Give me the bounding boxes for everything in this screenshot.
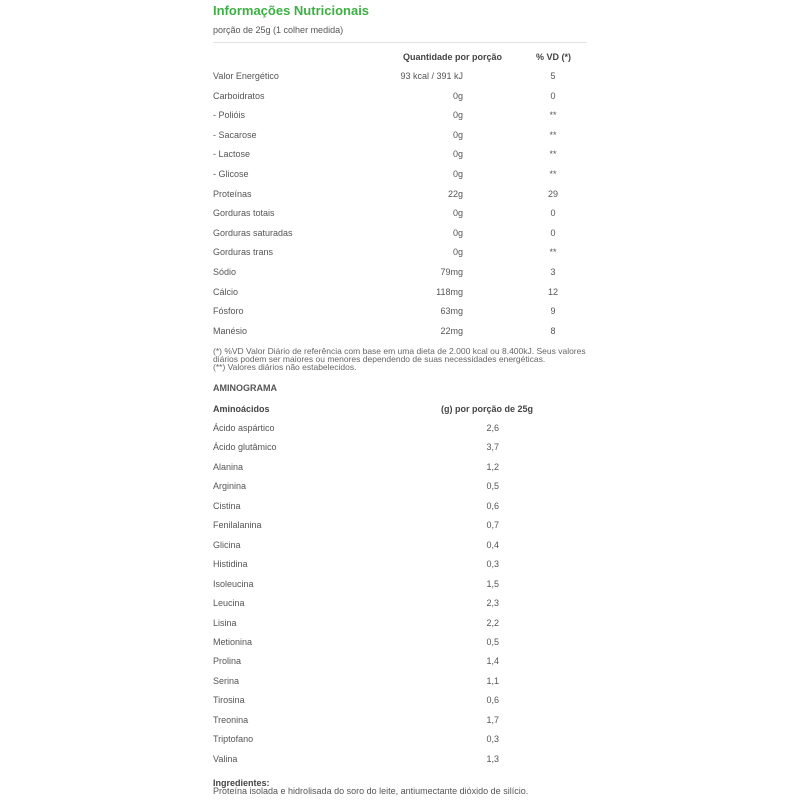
amino-name: Histidina bbox=[213, 559, 248, 570]
nutrient-quantity: 0g bbox=[452, 149, 463, 160]
nutrient-quantity: 0g bbox=[452, 129, 463, 140]
amino-row bbox=[213, 579, 587, 591]
nutrient-name: - Lactose bbox=[213, 149, 251, 160]
amino-value: 1,4 bbox=[486, 656, 499, 667]
amino-row bbox=[213, 442, 587, 454]
nutrition-row bbox=[213, 247, 587, 259]
amino-value: 0,5 bbox=[486, 636, 499, 647]
nutrition-row bbox=[213, 149, 587, 161]
nutrient-quantity: 0g bbox=[452, 208, 463, 219]
nutrient-name: Gorduras saturadas bbox=[213, 227, 293, 238]
amino-row bbox=[213, 481, 587, 493]
amino-row bbox=[213, 540, 587, 552]
nutrition-row bbox=[213, 91, 587, 103]
nutrient-name: Gorduras trans bbox=[213, 247, 274, 258]
amino-value: 0,4 bbox=[486, 539, 499, 550]
amino-value: 0,5 bbox=[486, 481, 499, 492]
nutrient-vd: 3 bbox=[550, 267, 556, 277]
ingredients-text: Proteína isolada e hidrolisada do soro do leite, antiumectante dióxido de silício. bbox=[213, 786, 529, 796]
amino-value: 2,6 bbox=[486, 423, 499, 433]
nutrient-vd: ** bbox=[549, 110, 557, 121]
nutrition-row bbox=[213, 189, 587, 201]
amino-value-header: (g) por porção de 25g bbox=[441, 404, 534, 414]
amino-row bbox=[213, 501, 587, 513]
amino-name-header: Aminoácidos bbox=[213, 404, 270, 414]
amino-value: 0,3 bbox=[486, 734, 499, 745]
amino-value: 1,5 bbox=[486, 578, 499, 589]
nutrient-quantity: 22g bbox=[447, 188, 463, 199]
nutrient-name: Gorduras totais bbox=[213, 208, 275, 219]
amino-name: Leucina bbox=[213, 598, 245, 609]
amino-name: Serina bbox=[213, 675, 240, 686]
nutrient-name: Valor Energético bbox=[213, 71, 279, 81]
nutrient-quantity: 0g bbox=[452, 227, 463, 238]
vd-column-header: % VD (*) bbox=[536, 52, 572, 62]
amino-name: Ácido aspártico bbox=[213, 423, 275, 433]
nutrient-quantity: 0g bbox=[452, 110, 463, 121]
nutrition-row bbox=[213, 169, 587, 181]
nutrition-row bbox=[213, 267, 587, 279]
amino-name: Prolina bbox=[213, 656, 242, 667]
footnotes bbox=[213, 347, 587, 371]
nutrient-quantity: 118mg bbox=[436, 286, 463, 297]
amino-row bbox=[213, 559, 587, 571]
amino-name: Arginina bbox=[213, 481, 247, 492]
amino-row bbox=[213, 695, 587, 707]
nutrition-row bbox=[213, 71, 587, 83]
ingredients-title: Ingredientes: bbox=[213, 778, 270, 788]
nutrient-name: Cálcio bbox=[213, 286, 239, 297]
nutrient-quantity: 22mg bbox=[440, 325, 463, 336]
nutrient-quantity: 93 kcal / 391 kJ bbox=[400, 71, 463, 81]
amino-row bbox=[213, 734, 587, 746]
amino-value: 0,6 bbox=[486, 500, 499, 511]
nutrient-vd: 0 bbox=[550, 208, 556, 219]
nutrition-row bbox=[213, 326, 587, 338]
amino-name: Tirosina bbox=[213, 695, 245, 706]
nutrient-name: Manésio bbox=[213, 325, 248, 336]
amino-value: 2,2 bbox=[486, 617, 499, 628]
quantity-column-header: Quantidade por porção bbox=[403, 52, 503, 62]
nutrient-quantity: 0g bbox=[452, 169, 463, 179]
amino-row bbox=[213, 618, 587, 630]
amino-value: 1,3 bbox=[486, 753, 499, 764]
amino-name: Ácido glutâmico bbox=[213, 442, 277, 453]
amino-name: Alanina bbox=[213, 461, 244, 472]
aminogram-title: AMINOGRAMA bbox=[213, 383, 277, 393]
amino-name: Glicina bbox=[213, 539, 241, 550]
amino-value: 1,2 bbox=[486, 461, 499, 472]
amino-row bbox=[213, 754, 587, 766]
amino-row bbox=[213, 637, 587, 649]
nutrition-table-header bbox=[213, 52, 587, 66]
nutrient-vd: ** bbox=[549, 149, 557, 160]
nutrient-vd: 29 bbox=[547, 188, 558, 199]
nutrient-vd: 9 bbox=[550, 306, 556, 317]
nutrition-row bbox=[213, 110, 587, 122]
amino-name: Metionina bbox=[213, 636, 253, 647]
nutrition-row bbox=[213, 287, 587, 299]
serving-size: porção de 25g (1 colher medida) bbox=[213, 25, 344, 35]
amino-value: 0,3 bbox=[486, 559, 499, 570]
amino-row bbox=[213, 462, 587, 474]
amino-row bbox=[213, 656, 587, 668]
nutrient-name: Carboidratos bbox=[213, 90, 265, 101]
footnote-not-established: (**) Valores diários não estabelecidos. bbox=[213, 362, 357, 372]
nutrient-quantity: 79mg bbox=[440, 267, 463, 277]
nutrient-name: - Sacarose bbox=[213, 129, 257, 140]
amino-value: 1,7 bbox=[486, 714, 499, 725]
nutrient-quantity: 0g bbox=[452, 247, 463, 258]
nutrient-vd: 0 bbox=[550, 90, 556, 101]
nutrient-quantity: 63mg bbox=[440, 306, 463, 317]
nutrient-vd: 0 bbox=[550, 227, 556, 238]
nutrition-row bbox=[213, 208, 587, 220]
amino-row bbox=[213, 676, 587, 688]
amino-name: Treonina bbox=[213, 714, 249, 725]
nutrient-name: Fósforo bbox=[213, 306, 244, 317]
nutrient-quantity: 0g bbox=[452, 90, 463, 101]
nutrient-vd: ** bbox=[549, 247, 557, 258]
nutrition-row bbox=[213, 130, 587, 142]
nutrient-vd: ** bbox=[549, 169, 557, 179]
nutrition-row bbox=[213, 306, 587, 318]
amino-value: 3,7 bbox=[486, 442, 499, 453]
amino-row bbox=[213, 598, 587, 610]
divider bbox=[213, 42, 587, 43]
nutrient-vd: ** bbox=[549, 129, 557, 140]
amino-name: Lisina bbox=[213, 617, 237, 628]
aminogram-table-header bbox=[213, 404, 587, 418]
nutrient-name: - Glicose bbox=[213, 169, 249, 179]
amino-name: Triptofano bbox=[213, 734, 254, 745]
nutrition-row bbox=[213, 228, 587, 240]
nutrient-vd: 8 bbox=[550, 325, 556, 336]
nutrient-name: Sódio bbox=[213, 267, 237, 277]
amino-row bbox=[213, 520, 587, 532]
amino-value: 0,6 bbox=[486, 695, 499, 706]
footnote-vd: (*) %VD Valor Diário de referência com base em uma dieta de 2.000 kcal ou 8.400kJ. Seus valores diários podem ser maiores ou menores dependendo de suas necessidades energéticas. bbox=[213, 346, 586, 364]
nutrient-name: - Polióis bbox=[213, 110, 246, 121]
amino-name: Fenilalanina bbox=[213, 520, 262, 531]
nutrition-title: Informações Nutricionais bbox=[213, 3, 370, 18]
amino-name: Isoleucina bbox=[213, 578, 254, 589]
amino-value: 1,1 bbox=[486, 675, 499, 686]
amino-value: 2,3 bbox=[486, 598, 499, 609]
amino-name: Cistina bbox=[213, 500, 241, 511]
amino-name: Valina bbox=[213, 753, 238, 764]
amino-row bbox=[213, 423, 587, 435]
amino-value: 0,7 bbox=[486, 520, 499, 531]
nutrient-vd: 12 bbox=[547, 286, 558, 297]
amino-row bbox=[213, 715, 587, 727]
nutrient-name: Proteínas bbox=[213, 188, 252, 199]
nutrient-vd: 5 bbox=[550, 71, 556, 81]
